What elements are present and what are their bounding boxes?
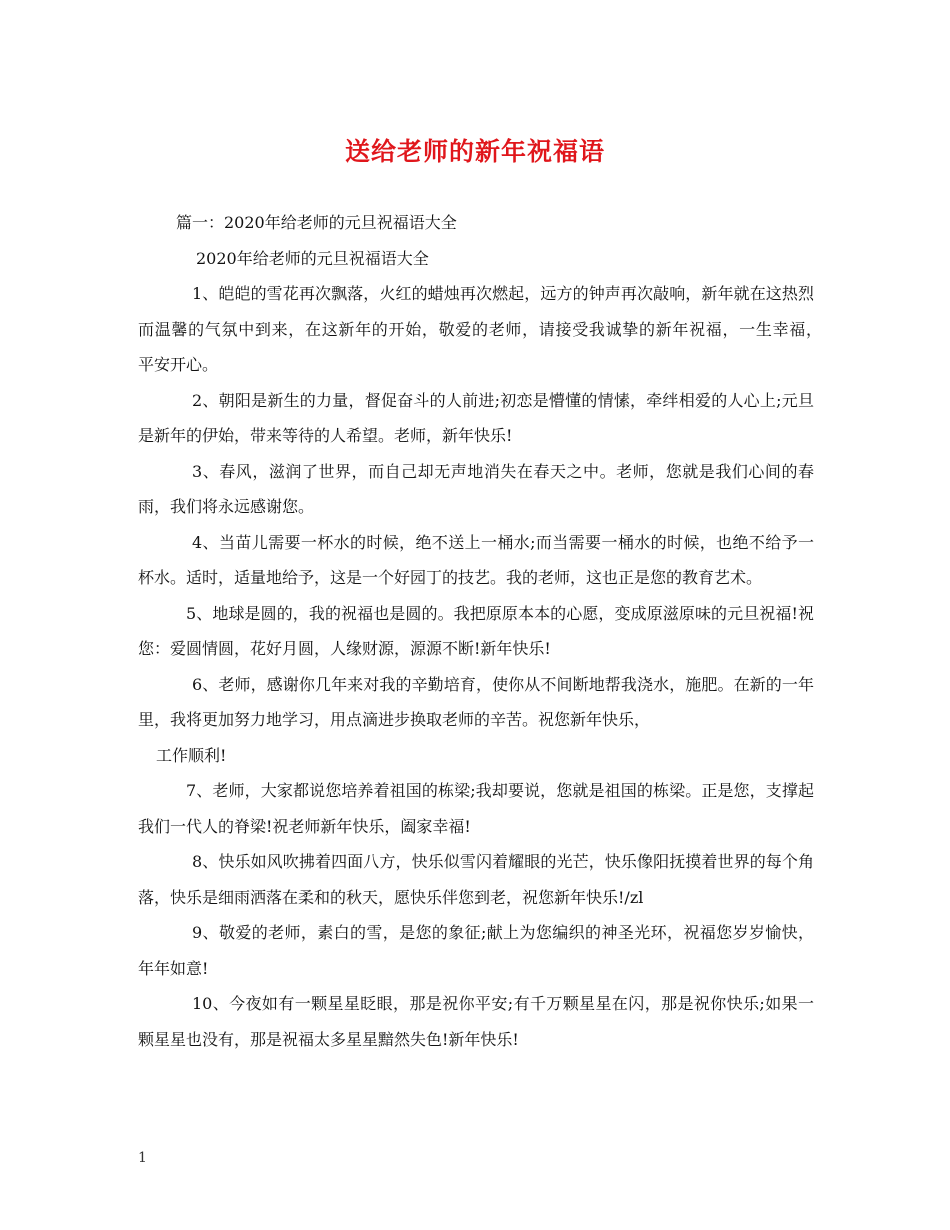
paragraph-3: 3、春风，滋润了世界，而自己却无声地消失在春天之中。老师，您就是我们心间的春雨，我们将永远感谢您。: [138, 461, 814, 516]
paragraph-9: 9、敬爱的老师，素白的雪，是您的象征;献上为您编织的神圣光环，祝福您岁岁愉快，年年如意!: [138, 923, 814, 978]
paragraph-6: 6、老师，感谢你几年来对我的辛勤培育，使你从不间断地帮我浇水，施肥。在新的一年里，我将更加努力地学习，用点滴进步换取老师的辛苦。祝您新年快乐，: [138, 674, 814, 729]
paragraph-10: 10、今夜如有一颗星星眨眼，那是祝你平安;有千万颗星星在闪，那是祝你快乐;如果一颗星星也没有，那是祝福太多星星黯然失色!新年快乐!: [138, 994, 814, 1049]
paragraph-2: 2、朝阳是新生的力量，督促奋斗的人前进;初恋是懵懂的情愫，牵绊相爱的人心上;元旦是新年的伊始，带来等待的人希望。老师，新年快乐!: [138, 390, 814, 445]
paragraph-5: 5、地球是圆的，我的祝福也是圆的。我把原原本本的心愿，变成原滋原味的元旦祝福!祝您：爱圆情圆，花好月圆，人缘财源，源源不断!新年快乐!: [138, 603, 814, 658]
document-title: 送给老师的新年祝福语: [344, 137, 605, 166]
subheading: 2020年给老师的元旦祝福语大全: [196, 248, 429, 268]
page-number: 1: [138, 1150, 147, 1166]
document-body: [138, 205, 836, 1057]
paragraph-4: 4、当苗儿需要一杯水的时候，绝不送上一桶水;而当需要一桶水的时候，也绝不给予一杯水。适时，适量地给予，这是一个好园丁的技艺。我的老师，这也正是您的教育艺术。: [138, 532, 814, 587]
paragraph-8: 8、快乐如风吹拂着四面八方，快乐似雪闪着耀眼的光芒，快乐像阳抚摸着世界的每个角落，快乐是细雨洒落在柔和的秋天，愿快乐伴您到老，祝您新年快乐!/zl: [138, 852, 814, 907]
section-heading: 篇一：2020年给老师的元旦祝福语大全: [176, 213, 457, 232]
paragraph-6-continuation: 工作顺利!: [156, 745, 227, 765]
paragraph-1: 1、皑皑的雪花再次飘落，火红的蜡烛再次燃起，远方的钟声再次敲响，新年就在这热烈而温馨的气氛中到来，在这新年的开始，敬爱的老师，请接受我诚挚的新年祝福，一生幸福， 平安开心。: [138, 284, 836, 374]
paragraph-7: 7、老师，大家都说您培养着祖国的栋梁;我却要说，您就是祖国的栋梁。正是您，支撑起我们一代人的脊梁!祝老师新年快乐，阖家幸福!: [138, 781, 814, 836]
